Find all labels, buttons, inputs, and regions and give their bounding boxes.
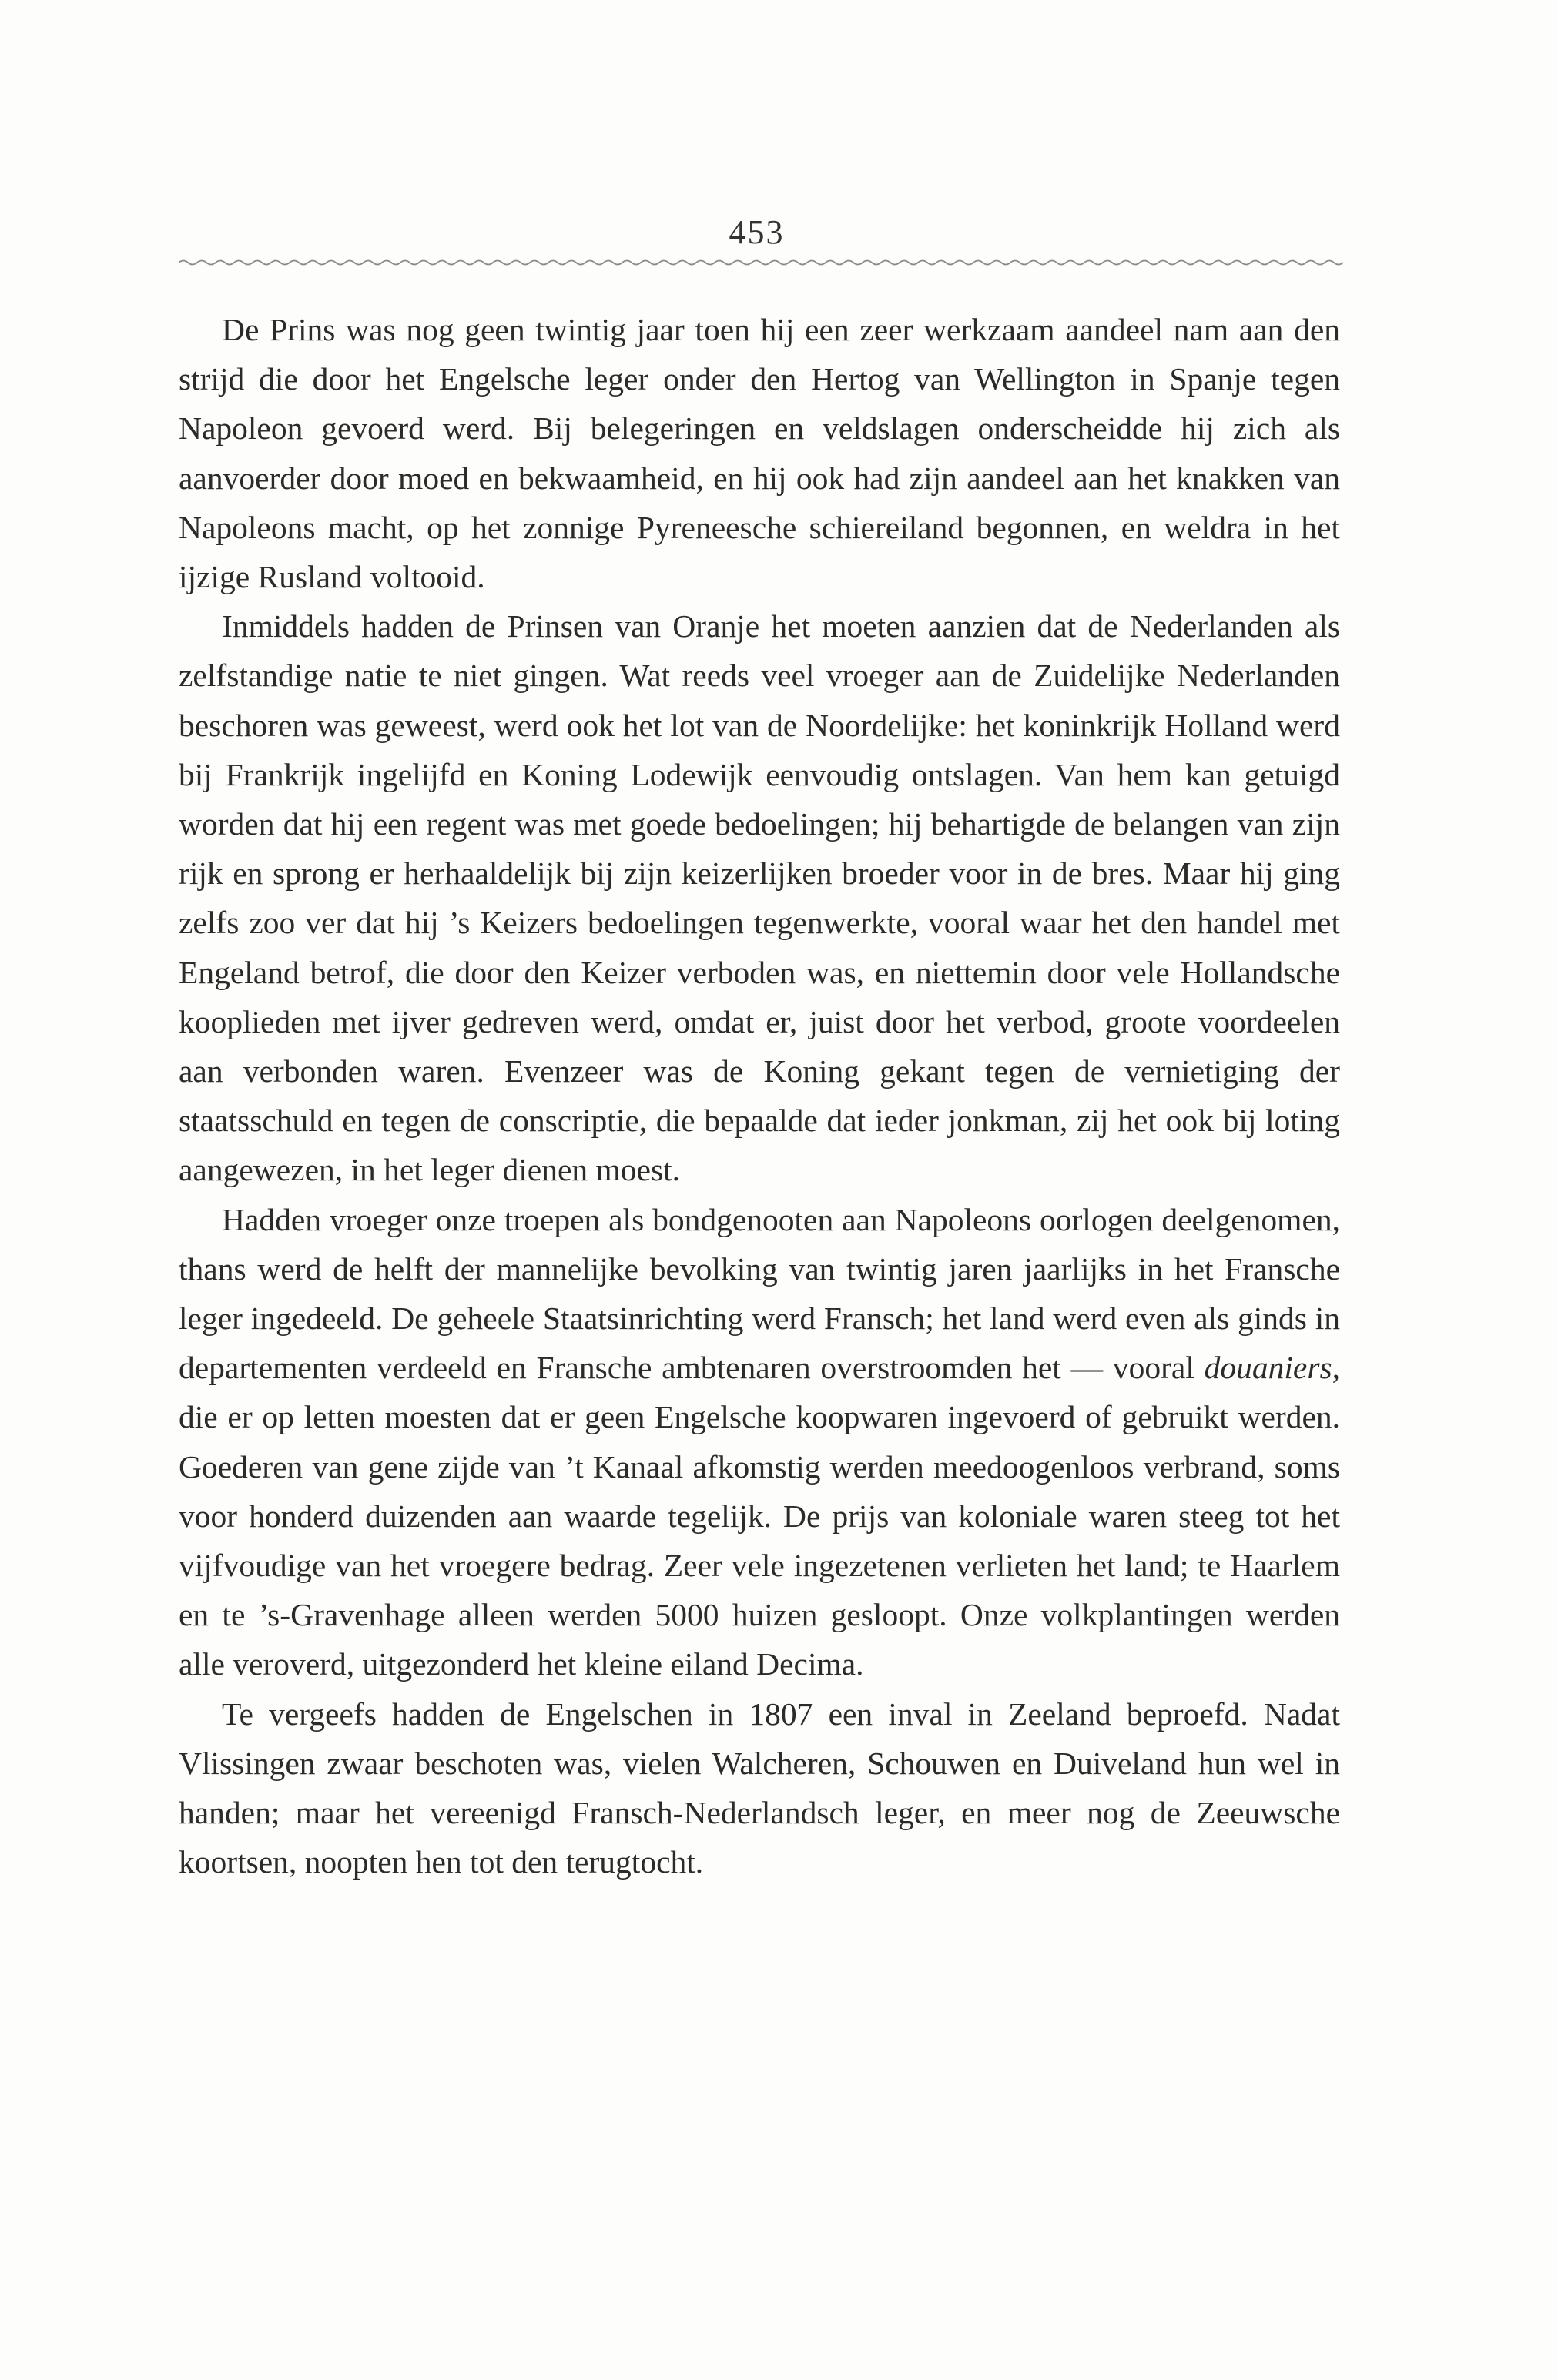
paragraph-4: Te vergeefs hadden de Engelschen in 1807 een inval in Zeeland beproefd. Nadat Vlissingen zwaar beschoten was, vielen Walcheren, Schouwen en Duiveland hun wel in handen; maar het vereenigd Fransch-Nederlandsch leger, en meer nog de Zeeuwsche koortsen, noopten hen tot den terugtocht. xyxy=(179,1695,1340,1880)
paragraph-1: De Prins was nog geen twintig jaar toen hij een zeer werkzaam aandeel nam aan den strijd die door het Engelsche leger onder den Hertog van Wellington in Spanje tegen Napoleon gevoerd werd. Bij belegeringen en veldslagen onderscheidde hij zich als aanvoerder door moed en bekwaamheid, en hij ook had zijn aandeel aan het knakken van Napoleons macht, op het zonnige Pyreneesche schiereiland begonnen, en weldra in het ijzige Rusland voltooid. xyxy=(179,312,1340,595)
page-number: 453 xyxy=(729,213,785,251)
paragraph-3-text-before: Hadden vroeger onze troepen als bondgenooten aan Napoleons oorlogen deelgenomen, thans werd de helft der mannelijke bevolking van twintig jaren jaarlijks in het Fransche leger ingedeeld. De geheele Staatsinrichting werd Fransch; het land werd even als ginds in departementen verdeeld en Fransche ambtenaren overstroomden het — vooral xyxy=(179,1201,1340,1386)
body-text xyxy=(179,305,1340,1887)
paragraph-3 xyxy=(179,1195,1340,1689)
paragraph-3-text-after: , die er op letten moesten dat er geen Engelsche koopwaren ingevoerd of gebruikt werden. Goederen van gene zijde van ’t Kanaal afkomstig werden meedoogenloos verbrand, soms voor honderd duizenden aan waarde tegelijk. De prijs van koloniale waren steeg tot het vijfvoudige van het vroegere bedrag. Zeer vele ingezetenen verlieten het land; te Haarlem en te ’s-Gravenhage alleen werden 5000 huizen gesloopt. Onze volkplantingen werden alle veroverd, uitgezonderd het kleine eiland Decima. xyxy=(179,1350,1340,1682)
paragraph-3-italic-term: douaniers xyxy=(1204,1350,1332,1386)
wavy-rule-icon xyxy=(179,257,1343,268)
paragraph-2: Inmiddels hadden de Prinsen van Oranje het moeten aanzien dat de Nederlanden als zelfstandige natie te niet gingen. Wat reeds veel vroeger aan de Zuidelijke Nederlanden beschoren was geweest, werd ook het lot van de Noordelijke: het koninkrijk Holland werd bij Frankrijk ingelijfd en Koning Lodewijk eenvoudig ontslagen. Van hem kan getuigd worden dat hij een regent was met goede bedoelingen; hij behartigde de belangen van zijn rijk en sprong er herhaaldelijk bij zijn keizerlijken broeder voor in de bres. Maar hij ging zelfs zoo ver dat hij ’s Keizers bedoelingen tegenwerkte, vooral waar het den handel met Engeland betrof, die door den Keizer verboden was, en niettemin door vele Hollandsche kooplieden met ijver gedreven werd, omdat er, juist door het verbod, groote voordeelen aan verbonden waren. Evenzeer was de Koning gekant tegen de vernietiging der staatsschuld en tegen de conscriptie, die bepaalde dat ieder jonkman, zij het ook bij loting aangewezen, in het leger dienen moest. xyxy=(179,608,1340,1188)
